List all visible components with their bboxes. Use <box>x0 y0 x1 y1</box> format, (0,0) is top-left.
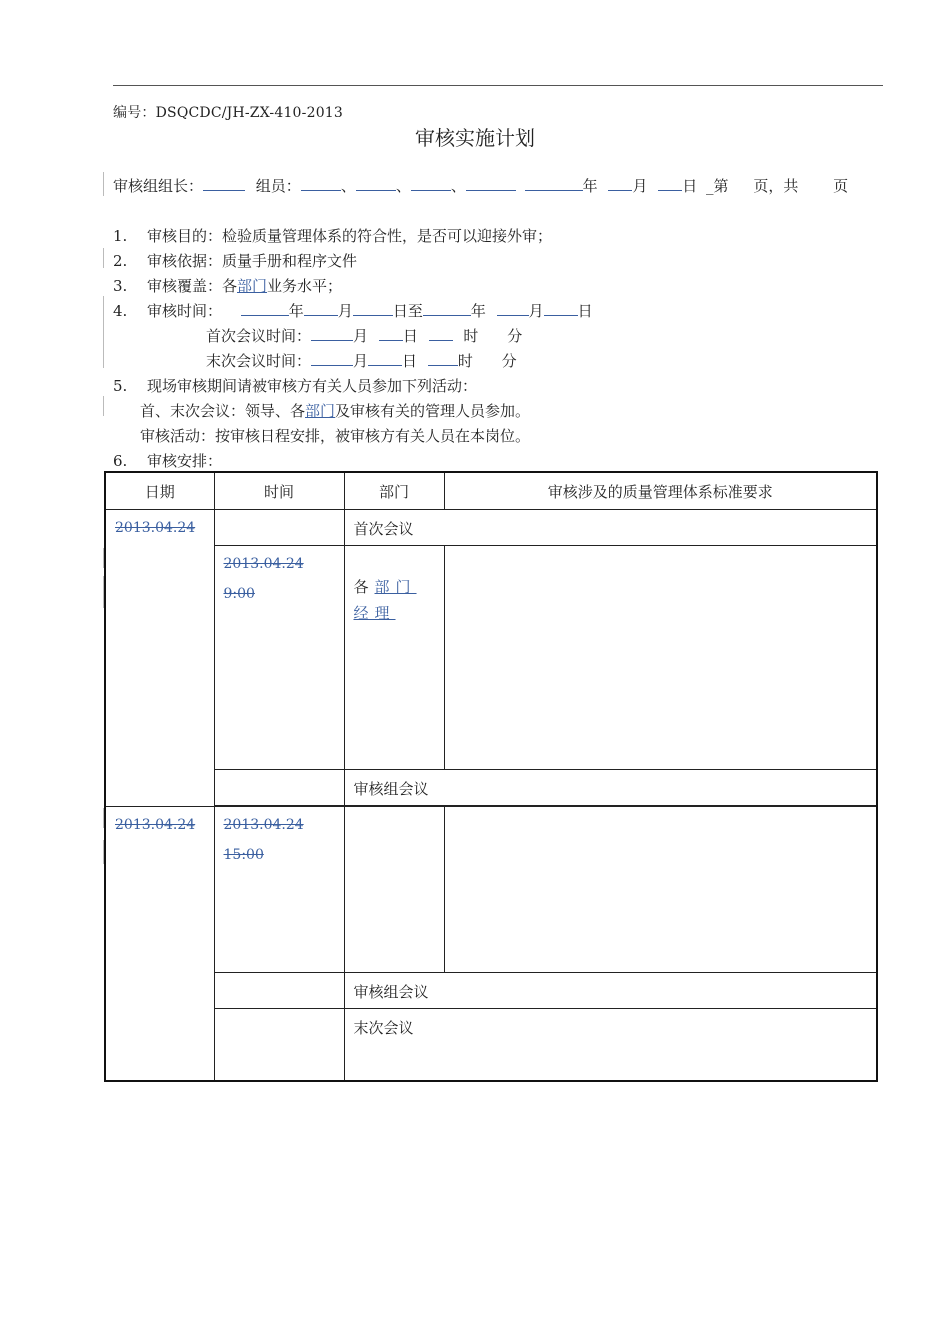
end-month-blank[interactable] <box>497 300 529 316</box>
date-value: 2013.04.24 <box>115 520 196 536</box>
department-prefix: 各 <box>353 578 375 596</box>
header-rule <box>113 85 883 86</box>
first-meeting-label: 首次会议时间： <box>206 327 312 345</box>
item-text: 审核依据：质量手册和程序文件 <box>147 252 358 270</box>
item-text: 审核活动：按审核日程安排，被审核方有关人员在本岗位。 <box>140 427 531 445</box>
header-time: 时间 <box>214 472 344 510</box>
minute-label: 分 <box>501 352 517 370</box>
table-row <box>105 807 877 973</box>
year-label: 年 <box>288 302 304 320</box>
item-2 <box>113 250 357 271</box>
last-meeting-time <box>206 350 517 371</box>
time-date-value: 2013.04.24 <box>223 817 304 833</box>
item-number: 4. <box>113 302 128 320</box>
date-cell-2[interactable] <box>105 807 214 1081</box>
day-label: 日 <box>402 352 418 370</box>
item-4 <box>113 300 593 321</box>
item-5-meetings <box>140 400 530 421</box>
month-label: 月 <box>353 327 369 345</box>
month-label: 月 <box>632 177 648 195</box>
table-row <box>105 1009 877 1081</box>
day-to-label: 日至 <box>392 302 423 320</box>
hour-blank[interactable] <box>429 325 453 341</box>
month-blank[interactable] <box>608 175 632 191</box>
month-blank[interactable] <box>311 350 353 366</box>
table-header-row <box>105 472 877 510</box>
time-clock-value: 15:00 <box>223 847 264 863</box>
item-number: 1. <box>113 227 128 245</box>
hour-blank[interactable] <box>428 350 458 366</box>
item-6 <box>113 450 222 471</box>
time-clock-value: 9:00 <box>223 586 255 602</box>
item-text: 现场审核期间请被审核方有关人员参加下列活动： <box>147 377 478 395</box>
item-text: 及审核有关的管理人员参加。 <box>335 402 531 420</box>
page-number-mid: 页，共 <box>753 177 799 195</box>
requirements-cell[interactable] <box>444 546 877 770</box>
first-meeting-cell[interactable] <box>344 510 877 546</box>
item-text: 审核覆盖：各 <box>147 277 238 295</box>
end-year-blank[interactable] <box>423 300 471 316</box>
last-meeting-cell[interactable] <box>344 1009 877 1081</box>
last-meeting-text: 末次会议 <box>353 1019 414 1037</box>
doc-code: 编号：DSQCDC/JH-ZX-410-2013 <box>113 105 344 121</box>
header-requirements: 审核涉及的质量管理体系标准要求 <box>444 472 877 510</box>
year-blank[interactable] <box>525 175 583 191</box>
month-label: 月 <box>337 302 353 320</box>
item-1 <box>113 225 552 246</box>
members-label: 组员： <box>255 177 301 195</box>
department-cell[interactable] <box>344 807 444 973</box>
start-year-blank[interactable] <box>241 300 289 316</box>
minute-label: 分 <box>507 327 523 345</box>
member-blank[interactable] <box>411 175 451 191</box>
table-row <box>105 770 877 806</box>
date-value: 2013.04.24 <box>115 817 196 833</box>
year-label: 年 <box>470 302 486 320</box>
page-title: 审核实施计划 <box>415 126 535 150</box>
header-department: 部门 <box>344 472 444 510</box>
member-blank[interactable] <box>356 175 396 191</box>
time-cell[interactable] <box>214 546 344 770</box>
last-meeting-label: 末次会议时间： <box>206 352 312 370</box>
time-cell[interactable] <box>214 807 344 973</box>
header-date: 日期 <box>105 472 214 510</box>
audit-time-label: 审核时间： <box>147 302 223 320</box>
revision-mark <box>103 172 104 196</box>
hour-label: 时 <box>457 352 473 370</box>
team-meeting-cell[interactable] <box>344 973 877 1009</box>
hour-label: 时 <box>463 327 479 345</box>
time-cell[interactable] <box>214 770 344 806</box>
team-meeting-cell[interactable] <box>344 770 877 806</box>
department-cell[interactable] <box>344 546 444 770</box>
leader-blank[interactable] <box>203 175 245 191</box>
time-cell[interactable] <box>214 1009 344 1081</box>
item-5 <box>113 375 477 396</box>
department-manager-link[interactable]: 部门经理 <box>353 578 417 622</box>
item-5-activities <box>140 425 530 446</box>
revision-mark <box>103 396 104 416</box>
item-text: 业务水平； <box>267 277 343 295</box>
table-row <box>105 973 877 1009</box>
separator: 、 <box>395 177 411 195</box>
team-meeting-text: 审核组会议 <box>353 983 429 1001</box>
item-3 <box>113 275 342 296</box>
revision-mark <box>103 296 104 368</box>
department-link[interactable]: 部门 <box>305 402 336 420</box>
first-meeting-text: 首次会议 <box>353 520 414 538</box>
member-blank[interactable] <box>466 175 516 191</box>
separator: 、 <box>340 177 356 195</box>
team-line <box>113 175 848 196</box>
year-label: 年 <box>582 177 598 195</box>
member-blank[interactable] <box>301 175 341 191</box>
day-blank[interactable] <box>658 175 682 191</box>
team-meeting-text: 审核组会议 <box>353 780 429 798</box>
end-day-blank[interactable] <box>544 300 578 316</box>
table-row <box>105 510 877 546</box>
separator: 、 <box>450 177 466 195</box>
table-row <box>105 546 877 770</box>
item-text: 首、末次会议：领导、各 <box>140 402 306 420</box>
day-label: 日 <box>682 177 698 195</box>
audit-schedule-table <box>104 471 878 1082</box>
month-label: 月 <box>353 352 369 370</box>
item-number: 5. <box>113 377 128 395</box>
time-date-value: 2013.04.24 <box>223 556 304 572</box>
day-blank[interactable] <box>379 325 403 341</box>
month-label: 月 <box>528 302 544 320</box>
department-link[interactable]: 部门 <box>237 277 268 295</box>
item-number: 3. <box>113 277 128 295</box>
item-number: 2. <box>113 252 128 270</box>
time-cell[interactable] <box>214 973 344 1009</box>
day-label: 日 <box>402 327 418 345</box>
date-cell-1[interactable] <box>105 510 214 807</box>
requirements-cell[interactable] <box>444 807 877 973</box>
revision-mark <box>103 248 104 268</box>
page-number-prefix: _第 <box>706 177 729 195</box>
first-meeting-time <box>206 325 522 346</box>
start-month-blank[interactable] <box>304 300 338 316</box>
item-number: 6. <box>113 452 128 470</box>
time-cell[interactable] <box>214 510 344 546</box>
day-label: 日 <box>577 302 593 320</box>
month-blank[interactable] <box>311 325 353 341</box>
leader-label: 审核组组长： <box>113 177 204 195</box>
item-text: 审核安排： <box>147 452 223 470</box>
page-number-suffix: 页 <box>833 177 849 195</box>
start-day-blank[interactable] <box>353 300 393 316</box>
day-blank[interactable] <box>368 350 402 366</box>
item-text: 审核目的：检验质量管理体系的符合性，是否可以迎接外审； <box>147 227 553 245</box>
